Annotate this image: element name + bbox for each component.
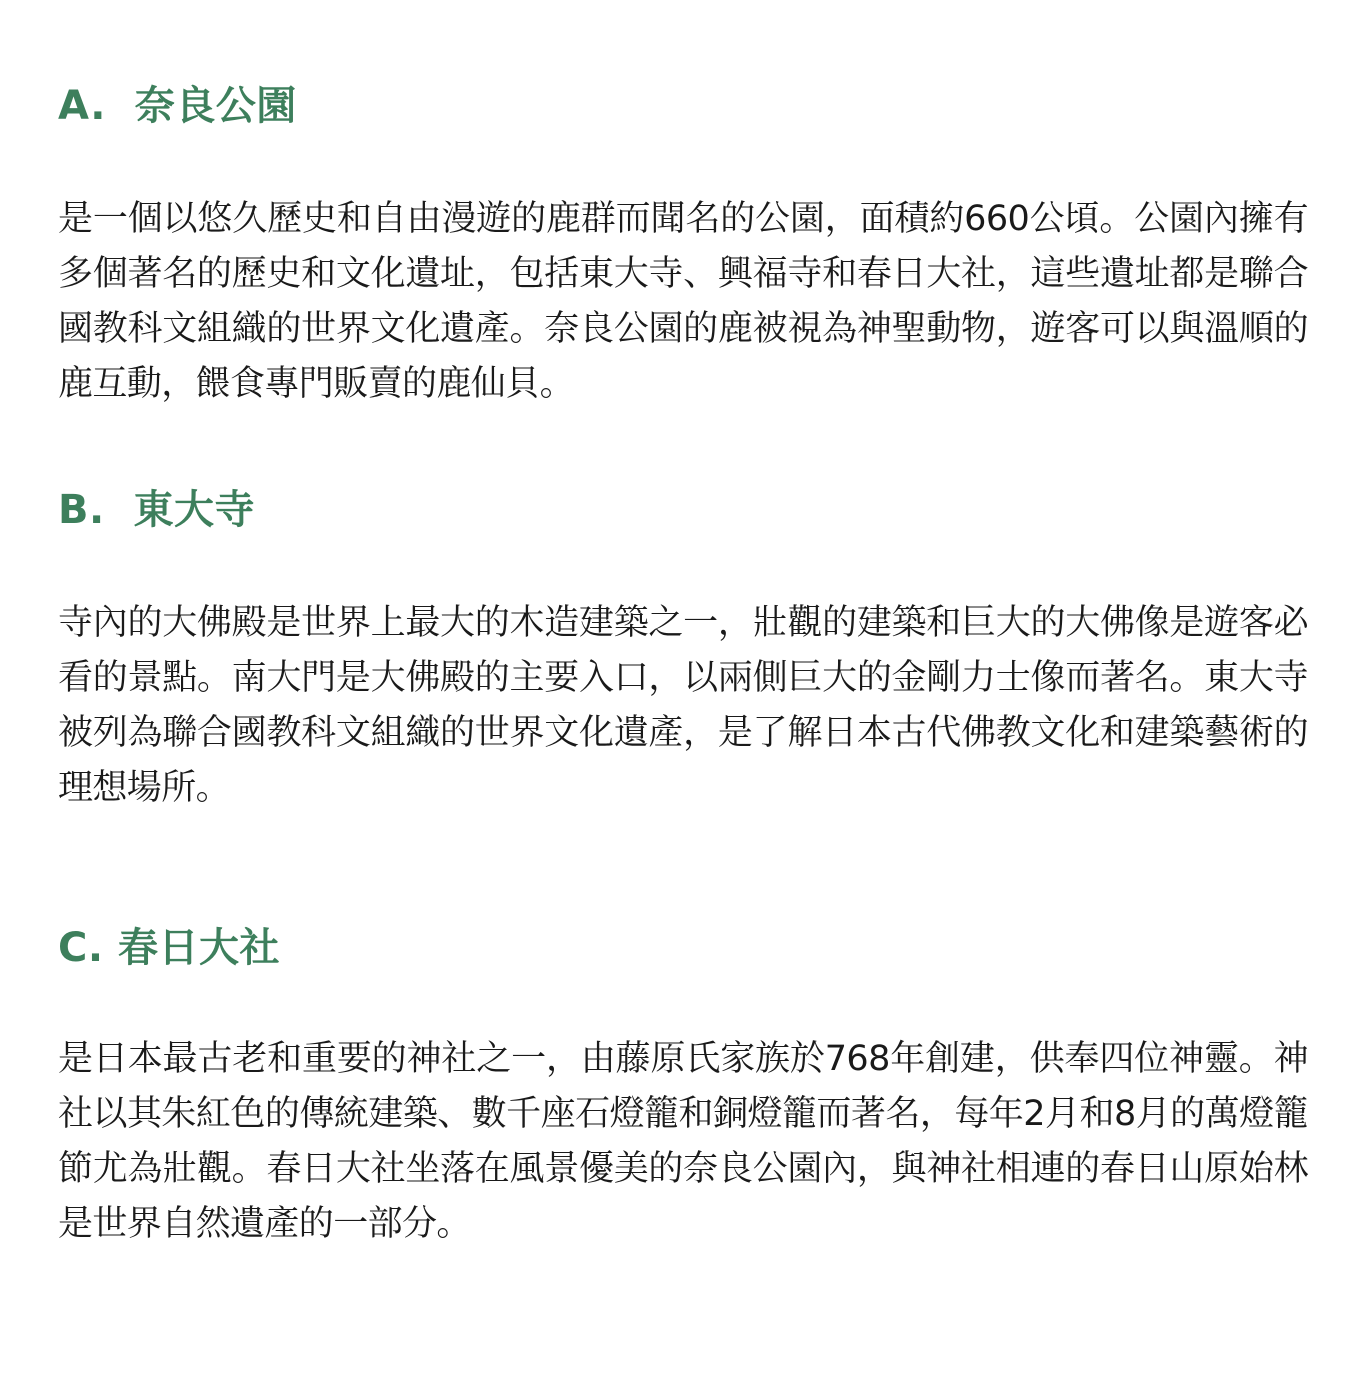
section-title: 東大寺 — [133, 487, 256, 533]
section-letter: A. — [58, 83, 106, 129]
section-heading — [58, 922, 280, 974]
section-todaiji — [58, 484, 1308, 808]
section-nara-park — [58, 80, 1308, 404]
section-body: 是一個以悠久歷史和自由漫遊的鹿群而聞名的公園，面積約660公頃。公園內擁有多個著名的歷史和文化遺址，包括東大寺、興福寺和春日大社，這些遺址都是聯合國教科文組織的世界文化遺產。奈良公園的鹿被視為神聖動物，遊客可以與溫順的鹿互動，餵食專門販賣的鹿仙貝。 — [58, 199, 1308, 404]
section-title: 奈良公園 — [134, 83, 297, 129]
section-title: 春日大社 — [118, 925, 280, 971]
section-heading — [58, 80, 297, 132]
section-letter: C. — [58, 925, 104, 971]
section-heading — [58, 484, 255, 536]
section-letter: B. — [58, 487, 105, 533]
section-body: 寺內的大佛殿是世界上最大的木造建築之一，壯觀的建築和巨大的大佛像是遊客必看的景點。南大門是大佛殿的主要入口，以兩側巨大的金剛力士像而著名。東大寺被列為聯合國教科文組織的世界文化遺產，是了解日本古代佛教文化和建築藝術的理想場所。 — [58, 603, 1308, 808]
section-kasuga-taisha — [58, 922, 1308, 1244]
section-body: 是日本最古老和重要的神社之一，由藤原氏家族於768年創建，供奉四位神靈。神社以其朱紅色的傳統建築、數千座石燈籠和銅燈籠而著名，每年2月和8月的萬燈籠節尤為壯觀。春日大社坐落在風景優美的奈良公園內，與神社相連的春日山原始林是世界自然遺產的一部分。 — [58, 1039, 1308, 1244]
